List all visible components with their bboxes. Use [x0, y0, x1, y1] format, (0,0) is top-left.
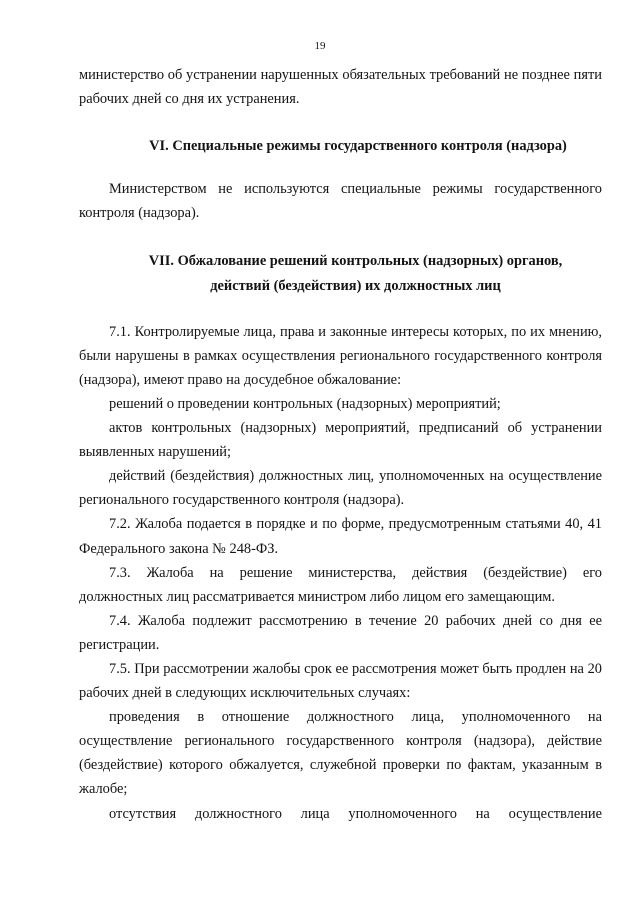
paragraph-7-2: 7.2. Жалоба подается в порядке и по форме, предусмотренным статьями 40, 41 Федерального закона № 248-ФЗ. — [79, 516, 602, 557]
paragraph-7-3: 7.3. Жалоба на решение министерства, действия (бездействие) его должностных лиц рассматривается министром либо лицом его замещающим. — [79, 564, 602, 605]
paragraph-7-5: 7.5. При рассмотрении жалобы срок ее рассмотрения может быть продлен на 20 рабочих дней в следующих исключительных случаях: — [79, 660, 602, 702]
page-number: 19 — [314, 40, 326, 52]
paragraph-7-4: 7.4. Жалоба подлежит рассмотрению в течение 20 рабочих дней со дня ее регистрации. — [79, 612, 602, 653]
document-body — [79, 63, 602, 826]
list-item-actions: действий (бездействия) должностных лиц, уполномоченных на осуществление регионального государственного контроля (надзора). — [79, 468, 602, 509]
section-7-heading — [79, 249, 602, 297]
section-7-heading-line-2: действий (бездействия) их должностных лиц — [210, 277, 501, 294]
list-item-acts: актов контрольных (надзорных) мероприятий, предписаний об устранении выявленных нарушений; — [79, 420, 602, 461]
section-6-heading: VI. Специальные режимы государственного контроля (надзора) — [149, 138, 567, 155]
intro-paragraph: министерство об устранении нарушенных обязательных требований не позднее пяти рабочих дней со дня их устранения. — [79, 67, 602, 108]
case-official-absence: отсутствия должностного лица уполномоченного на осуществление — [109, 805, 602, 822]
section-6-paragraph: Министерством не используются специальные режимы государственного контроля (надзора). — [79, 181, 602, 222]
case-internal-inspection: проведения в отношение должностного лица, уполномоченного на осуществление регионального государственного контроля (надзора), действие (бездействие) которого обжалуется, служебной проверки по фактам, указанным в жалобе; — [79, 709, 602, 798]
paragraph-7-1: 7.1. Контролируемые лица, права и законные интересы которых, по их мнению, были нарушены в рамках осуществления регионального государственного контроля (надзора), имеют право на досудебное обжалование: — [79, 323, 602, 388]
list-item-decisions: решений о проведении контрольных (надзорных) мероприятий; — [109, 395, 501, 412]
section-7-heading-line-1: VII. Обжалование решений контрольных (надзорных) органов, — [148, 253, 563, 270]
